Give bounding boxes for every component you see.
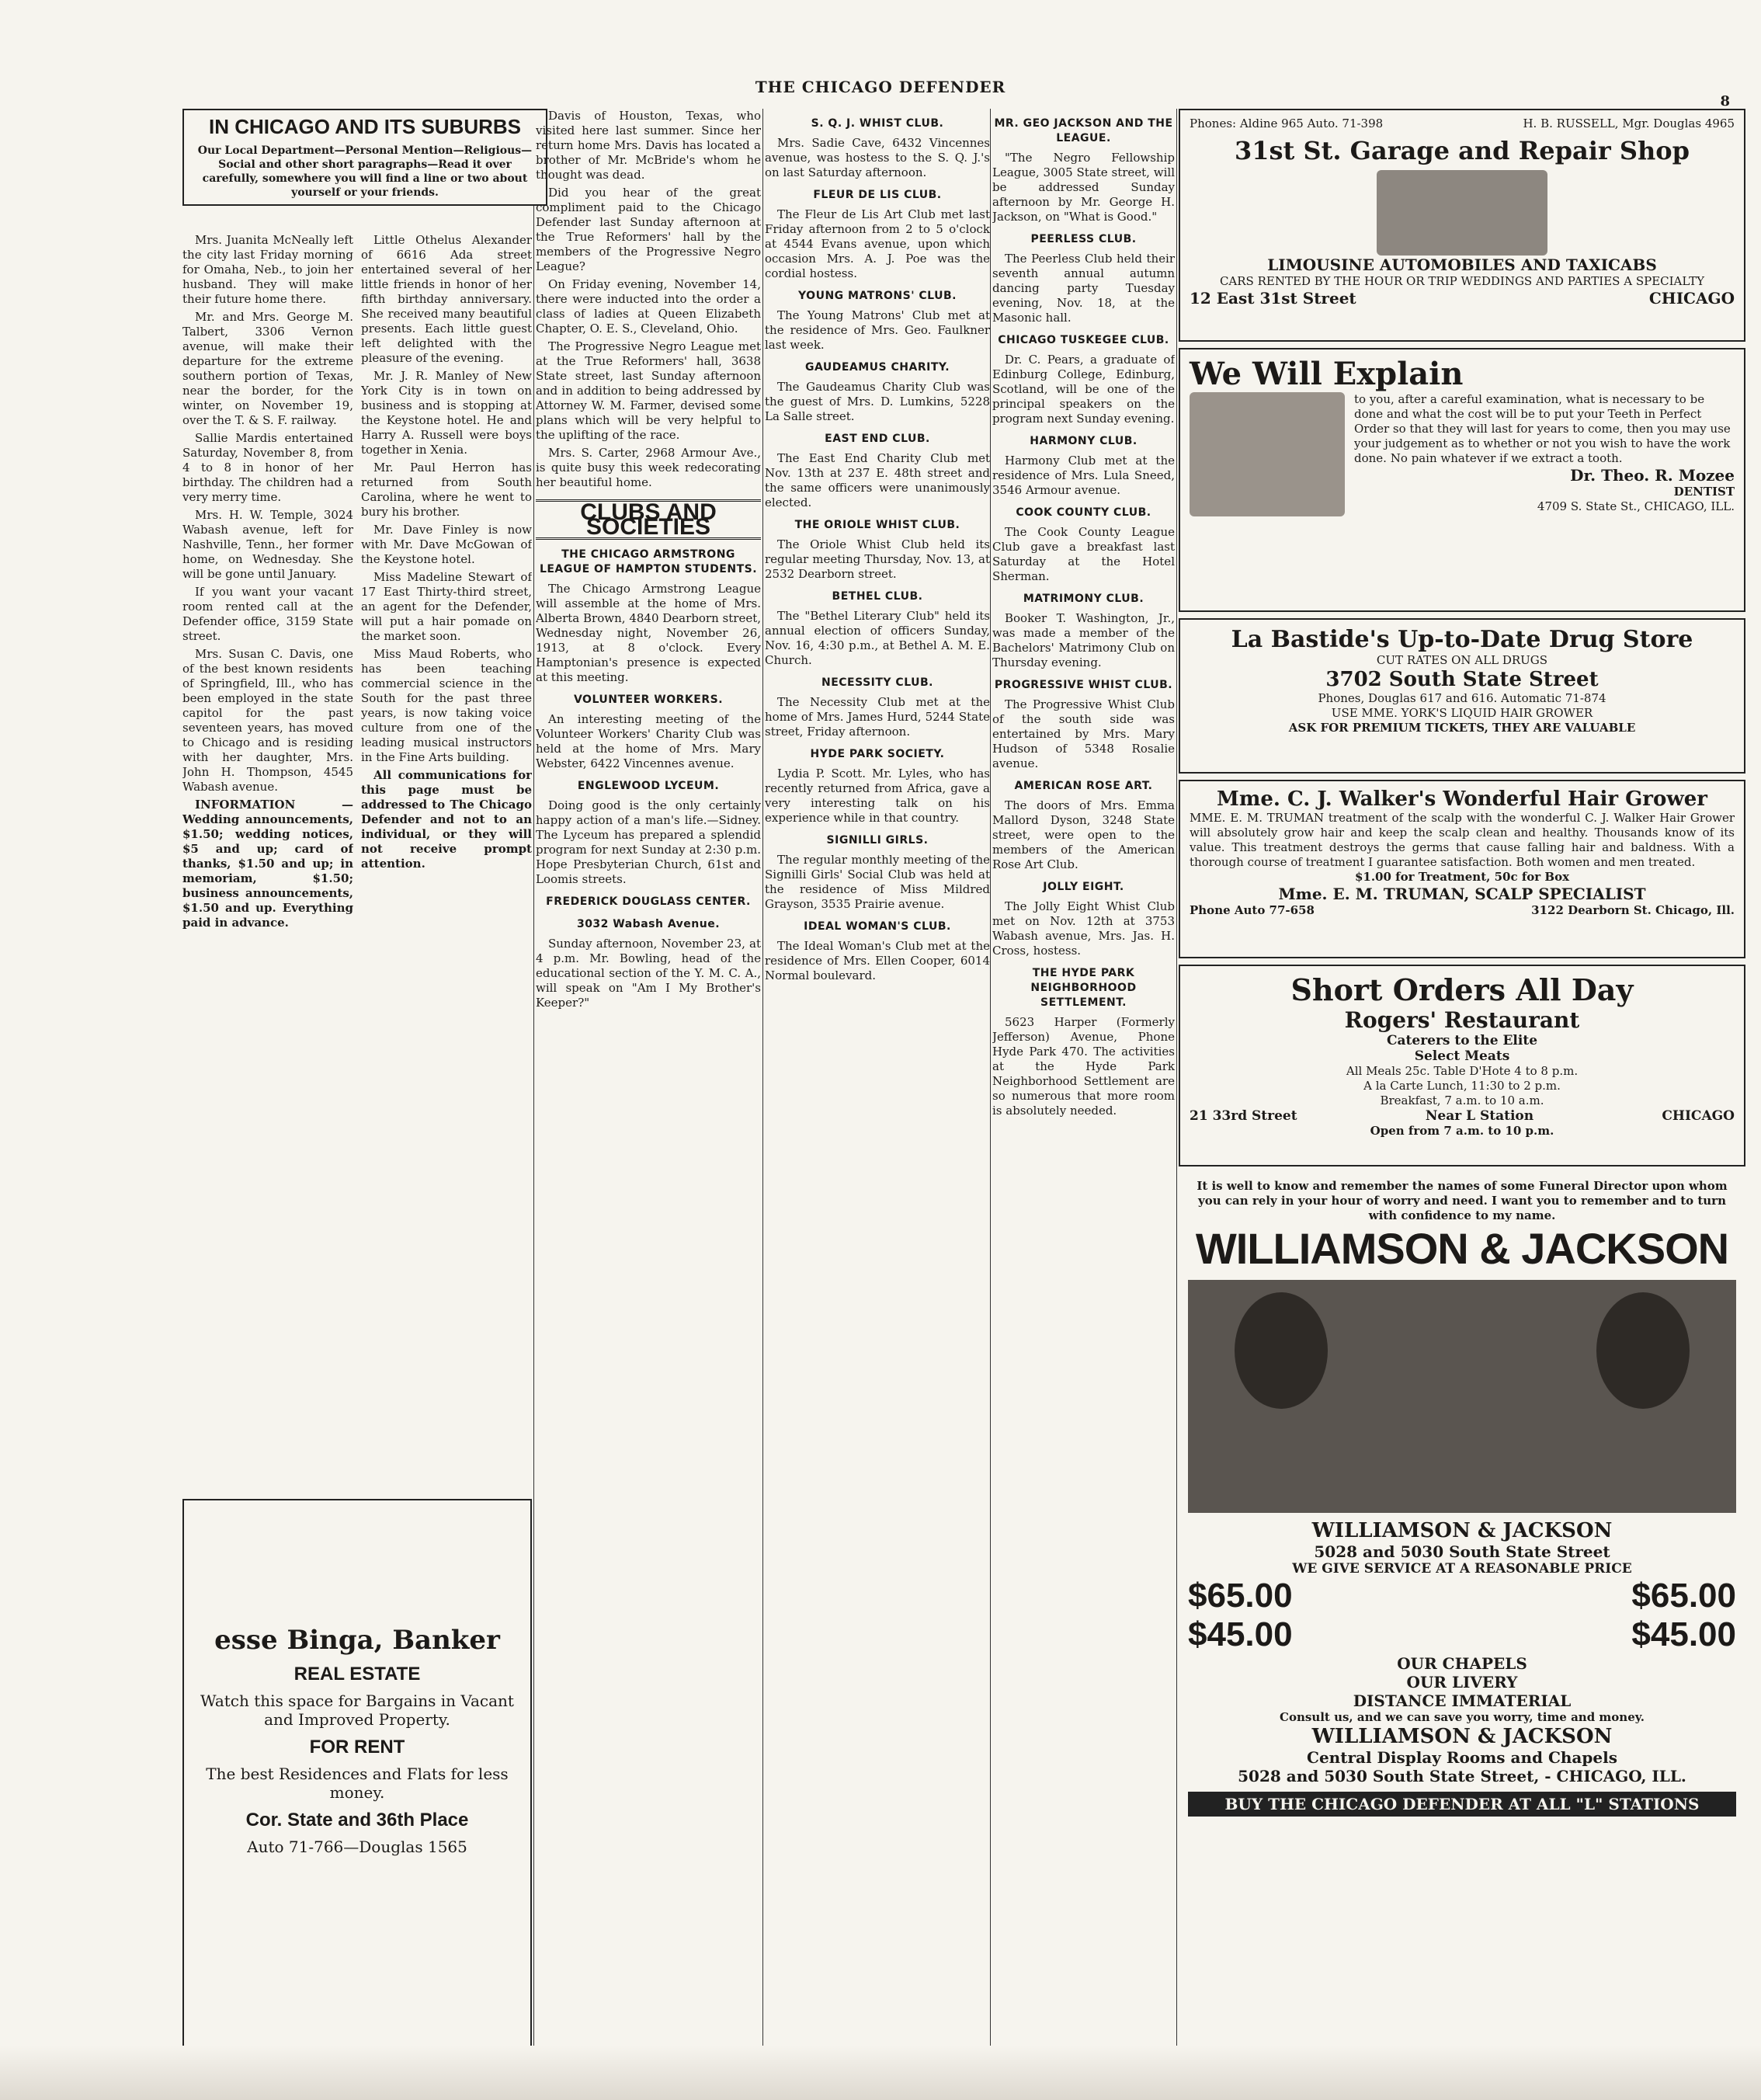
club-body: "The Negro Fellowship League, 3005 State street, will be addressed Sunday afternoon by Mr. George H. Jackson, on "What is Good." bbox=[992, 151, 1175, 224]
club-body: 5623 Harper (Formerly Jefferson) Avenue, Phone Hyde Park 470. The activities at the Hyde Park Neighborhood Settlement are so numerous that more room is absolutely needed. bbox=[992, 1015, 1175, 1118]
club-body: The regular monthly meeting of the Signilli Girls' Social Club was held at the residence of Miss Mildred Grayson, 3535 Prairie avenue. bbox=[765, 853, 990, 911]
section-body: An interesting meeting of the Volunteer Workers' Charity Club was held at the home of Mrs. Mary Webster, 6422 Vincennes avenue. bbox=[536, 712, 761, 770]
price-65-left: $65.00 bbox=[1188, 1577, 1293, 1615]
club-body: The Oriole Whist Club held its regular meeting Thursday, Nov. 13, at 2532 Dearborn street. bbox=[765, 537, 990, 581]
banker-name: esse Binga, Banker bbox=[214, 1625, 500, 1656]
garage-address: 12 East 31st Street bbox=[1190, 289, 1356, 308]
club-heading: HYDE PARK SOCIETY. bbox=[810, 748, 945, 760]
club-body: The Jolly Eight Whist Club met on Nov. 12th at 3753 Wabash avenue, Mrs. Jas. H. Cross, hostess. bbox=[992, 899, 1175, 958]
club-heading: YOUNG MATRONS' CLUB. bbox=[798, 290, 957, 302]
walker-address: 3122 Dearborn St. Chicago, Ill. bbox=[1531, 903, 1735, 917]
news-paragraph: Davis of Houston, Texas, who visited here last summer. Since her return home Mrs. Davis has located a brother of Mr. McBride's whom he thought was dead. bbox=[536, 109, 761, 182]
price-65-right: $65.00 bbox=[1631, 1577, 1736, 1615]
garage-city: CHICAGO bbox=[1648, 289, 1735, 308]
news-paragraph: Mr. Paul Herron has returned from South Carolina, where he went to bury his brother. bbox=[361, 461, 532, 519]
club-body: The Gaudeamus Charity Club was the guest of Mrs. D. Lumkins, 5228 La Salle street. bbox=[765, 380, 990, 423]
banker-real-estate: REAL ESTATE bbox=[294, 1664, 421, 1685]
local-subtitle: Our Local Department—Personal Mention—Religious—Social and other short paragraphs—Read it over carefully, somewhere you will find a line or two about yourself or your friends. bbox=[197, 144, 533, 199]
section-body: Sunday afternoon, November 23, at 4 p.m. Mr. Bowling, head of the educational section of the Y. M. C. A., will speak on "Am I My Brother's Keeper?" bbox=[536, 937, 761, 1010]
club-body: Harmony Club met at the residence of Mrs. Lula Sneed, 3546 Armour avenue. bbox=[992, 454, 1175, 497]
rogers-restaurant-ad bbox=[1179, 965, 1745, 1166]
williamson-jackson-ad bbox=[1179, 1173, 1745, 1980]
club-heading: SIGNILLI GIRLS. bbox=[826, 834, 929, 847]
club-heading: THE HYDE PARK NEIGHBORHOOD SETTLEMENT. bbox=[1030, 967, 1137, 1009]
walker-title: Mme. C. J. Walker's Wonderful Hair Grower bbox=[1217, 788, 1707, 811]
section-heading: FREDERICK DOUGLASS CENTER. bbox=[546, 895, 751, 908]
column-4 bbox=[992, 109, 1175, 2074]
price-45-left: $45.00 bbox=[1188, 1615, 1293, 1653]
banker-bargains: Watch this space for Bargains in Vacant and Improved Property. bbox=[200, 1691, 514, 1729]
binga-banker-ad bbox=[182, 1499, 532, 2066]
club-heading: AMERICAN ROSE ART. bbox=[1014, 780, 1153, 792]
funeral-title: WILLIAMSON & JACKSON bbox=[1195, 1224, 1729, 1273]
news-paragraph: Mrs. Susan C. Davis, one of the best known residents of Springfield, Ill., who has been employed in the state capitol for the past seventeen years, has moved to Chicago and is residing with her daughter, Mrs. John H. Thompson, 4545 Wabash avenue. bbox=[182, 647, 353, 794]
club-heading: PEERLESS CLUB. bbox=[1030, 233, 1137, 245]
drug-premium: ASK FOR PREMIUM TICKETS, THEY ARE VALUABLE bbox=[1288, 721, 1636, 735]
dentist-name: Dr. Theo. R. Mozee bbox=[1570, 466, 1735, 485]
rogers-caterers: Caterers to the Elite bbox=[1386, 1033, 1538, 1048]
club-heading: PROGRESSIVE WHIST CLUB. bbox=[994, 679, 1173, 691]
section-heading: ENGLEWOOD LYCEUM. bbox=[577, 780, 720, 792]
column-rule bbox=[1176, 109, 1177, 2074]
rogers-meals: All Meals 25c. Table D'Hote 4 to 8 p.m. bbox=[1346, 1064, 1579, 1078]
funeral-tagline: WE GIVE SERVICE AT A REASONABLE PRICE bbox=[1292, 1561, 1632, 1577]
dentist-role: DENTIST bbox=[1673, 485, 1735, 499]
page-edge bbox=[0, 2046, 1761, 2100]
ads-column bbox=[1179, 109, 1745, 2074]
banker-for-rent: FOR RENT bbox=[309, 1737, 405, 1758]
news-paragraph: Sallie Mardis entertained Saturday, November 8, from 4 to 8 in honor of her birthday. The children had a very merry time. bbox=[182, 431, 353, 504]
news-paragraph: If you want your vacant room rented call at the Defender office, 3159 State street. bbox=[182, 585, 353, 643]
column-rule bbox=[990, 109, 991, 2074]
club-heading: BETHEL CLUB. bbox=[832, 590, 923, 603]
club-heading: EAST END CLUB. bbox=[825, 433, 930, 445]
section-subheading: 3032 Wabash Avenue. bbox=[576, 918, 721, 930]
club-body: The Progressive Whist Club of the south side was entertained by Mrs. Mary Hudson of 5348 Rosalie avenue. bbox=[992, 697, 1175, 770]
section-heading: VOLUNTEER WORKERS. bbox=[573, 694, 724, 706]
club-body: The "Bethel Literary Club" held its annual election of officers Sunday, Nov. 16, 4:30 p.m., at Bethel A. M. E. Church. bbox=[765, 609, 990, 667]
information-notice: INFORMATION — Wedding announcements, $1.50; wedding notices, $5 and up; card of thanks, $1.50 and up; in memoriam, $1.50; business announcements, $1.50 and up. Everything paid in advance. bbox=[182, 798, 353, 930]
club-body: The Young Matrons' Club met at the residence of Mrs. Geo. Faulkner last week. bbox=[765, 308, 990, 352]
funeral-rooms: Central Display Rooms and Chapels bbox=[1307, 1748, 1617, 1767]
rogers-breakfast: Breakfast, 7 a.m. to 10 a.m. bbox=[1380, 1093, 1544, 1107]
walker-price: $1.00 for Treatment, 50c for Box bbox=[1354, 870, 1570, 884]
dentist-illustration bbox=[1190, 392, 1345, 516]
club-heading: MR. GEO JACKSON AND THE LEAGUE. bbox=[994, 117, 1173, 144]
drug-store-ad bbox=[1179, 618, 1745, 774]
club-body: Booker T. Washington, Jr., was made a member of the Bachelors' Matrimony Club on Thursday evening. bbox=[992, 611, 1175, 669]
rogers-meats: Select Meats bbox=[1414, 1048, 1510, 1064]
defender-stations-banner: BUY THE CHICAGO DEFENDER AT ALL "L" STATIONS bbox=[1188, 1792, 1736, 1817]
section-body: The Chicago Armstrong League will assemble at the home of Mrs. Alberta Brown, 4840 Dearborn street, Wednesday night, November 26, 1913, at 8 o'clock. Every Hamptonian's presence is expected at this meeting. bbox=[536, 582, 761, 684]
news-paragraph: On Friday evening, November 14, there were inducted into the order a class of ladies at Queen Elizabeth Chapter, O. E. S., Cleveland, Ohio. bbox=[536, 277, 761, 336]
news-paragraph: Did you hear of the great compliment paid to the Chicago Defender last Sunday afternoon at the True Reformers' hall by the members of the Progressive Negro League? bbox=[536, 186, 761, 273]
rogers-title: Short Orders All Day bbox=[1290, 972, 1634, 1007]
news-paragraph: Mr. J. R. Manley of New York City is in town on business and is stopping at the Keystone hotel. He and Harry A. Russell were boys together in Xenia. bbox=[361, 369, 532, 457]
club-body: The Fleur de Lis Art Club met last Friday afternoon from 2 to 5 o'clock at 4544 Evans avenue, upon which occasion Mrs. A. J. Poe was the cordial hostess. bbox=[765, 207, 990, 280]
banker-residences: The best Residences and Flats for less money. bbox=[206, 1764, 509, 1802]
club-heading: IDEAL WOMAN'S CLUB. bbox=[804, 920, 951, 933]
funeral-chapels: OUR CHAPELS bbox=[1397, 1654, 1527, 1673]
news-paragraph: Little Othelus Alexander of 6616 Ada street entertained several of her little friends in honor of her fifth birthday anniversary. She received many beautiful presents. Each little guest left delighted with the pleasure of the evening. bbox=[361, 233, 532, 365]
rogers-name: Rogers' Restaurant bbox=[1344, 1007, 1580, 1033]
news-paragraph: Mrs. S. Carter, 2968 Armour Ave., is quite busy this week redecorating her beautiful home. bbox=[536, 446, 761, 489]
page-number: 8 bbox=[1720, 93, 1730, 110]
section-body: Doing good is the only certainly happy action of a man's life.—Sidney. The Lyceum has prepared a splendid program for next Sunday at 2:30 p.m. Hope Presbyterian Church, 61st and Loomis streets. bbox=[536, 798, 761, 886]
local-column-right bbox=[361, 233, 532, 1491]
club-body: The Peerless Club held their seventh annual autumn dancing party Tuesday evening, Nov. 18, at the Masonic hall. bbox=[992, 252, 1175, 325]
section-heading: THE CHICAGO ARMSTRONG LEAGUE OF HAMPTON STUDENTS. bbox=[539, 548, 758, 575]
local-department-header bbox=[182, 109, 547, 206]
news-paragraph: Mrs. Juanita McNeally left the city last Friday morning for Omaha, Neb., to join her husband. They will make their future home there. bbox=[182, 233, 353, 306]
club-heading: GAUDEAMUS CHARITY. bbox=[804, 361, 950, 374]
drug-phones: Phones, Douglas 617 and 616. Automatic 71-874 bbox=[1318, 691, 1606, 705]
walker-body: MME. E. M. TRUMAN treatment of the scalp with the wonderful C. J. Walker Hair Grower will absolutely grow hair and keep the scalp clean and healthy. Thousands know of its value. This treatment destroys the germs that cause falling hair and baldness. With a thorough course of treatment I guarantee satisfaction. Both women and men treated. bbox=[1190, 811, 1735, 869]
dentist-address: 4709 S. State St., CHICAGO, ILL. bbox=[1537, 499, 1735, 513]
club-body: Dr. C. Pears, a graduate of Edinburg College, Edinburg, Scotland, will be one of the principal speakers on the program next Sunday evening. bbox=[992, 353, 1175, 426]
club-heading: S. Q. J. WHIST CLUB. bbox=[811, 117, 944, 130]
drug-title: La Bastide's Up-to-Date Drug Store bbox=[1231, 626, 1693, 653]
drug-address: 3702 South State Street bbox=[1325, 668, 1599, 691]
drug-hair-grower: USE MME. YORK'S LIQUID HAIR GROWER bbox=[1331, 706, 1593, 720]
club-body: The Cook County League Club gave a breakfast last Saturday at the Hotel Sherman. bbox=[992, 525, 1175, 583]
club-heading: FLEUR DE LIS CLUB. bbox=[813, 189, 942, 201]
funeral-consult: Consult us, and we can save you worry, time and money. bbox=[1280, 1710, 1645, 1724]
column-rule bbox=[533, 109, 534, 2074]
automobile-image bbox=[1377, 170, 1547, 256]
club-heading: MATRIMONY CLUB. bbox=[1023, 593, 1144, 605]
club-heading: THE ORIOLE WHIST CLUB. bbox=[794, 519, 960, 531]
funeral-address: 5028 and 5030 South State Street bbox=[1314, 1542, 1610, 1561]
garage-title: 31st St. Garage and Repair Shop bbox=[1235, 136, 1690, 165]
funeral-address-2: 5028 and 5030 South State Street, - CHICAGO, ILL. bbox=[1238, 1767, 1686, 1785]
communications-notice: All communications for this page must be addressed to The Chicago Defender and not to an individual, or they will not receive prompt attention. bbox=[361, 768, 532, 871]
news-paragraph: Mr. Dave Finley is now with Mr. Dave McGowan of the Keystone hotel. bbox=[361, 523, 532, 566]
rogers-city: CHICAGO bbox=[1662, 1108, 1735, 1124]
masthead: THE CHICAGO DEFENDER bbox=[755, 78, 1006, 96]
club-body: Lydia P. Scott. Mr. Lyles, who has recently returned from Africa, gave a very interesting talk on his experience while in that country. bbox=[765, 767, 990, 825]
garage-ad bbox=[1179, 109, 1745, 342]
club-heading: NECESSITY CLUB. bbox=[821, 676, 933, 689]
funeral-distance: DISTANCE IMMATERIAL bbox=[1353, 1691, 1572, 1710]
dentist-title: We Will Explain bbox=[1190, 356, 1464, 392]
clubs-and-societies-heading: CLUBS AND SOCIETIES bbox=[536, 499, 761, 540]
local-title: IN CHICAGO AND ITS SUBURBS bbox=[208, 115, 522, 138]
garage-rental: CARS RENTED BY THE HOUR OR TRIP WEDDINGS AND PARTIES A SPECIALTY bbox=[1219, 274, 1705, 288]
rogers-near: Near L Station bbox=[1425, 1108, 1534, 1124]
club-heading: CHICAGO TUSKEGEE CLUB. bbox=[998, 334, 1169, 346]
club-heading: JOLLY EIGHT. bbox=[1043, 881, 1124, 893]
column-3 bbox=[765, 109, 990, 2074]
portrait-photo bbox=[1596, 1292, 1690, 1409]
local-column-left bbox=[182, 233, 353, 1491]
news-paragraph: The Progressive Negro League met at the True Reformers' hall, 3638 State street, last Sunday afternoon and in addition to being addressed by Attorney W. M. Farmer, devised some plans which will be very helpful to the uplifting of the race. bbox=[536, 339, 761, 442]
dentist-ad bbox=[1179, 348, 1745, 612]
rogers-address: 21 33rd Street bbox=[1190, 1108, 1297, 1124]
dentist-body: to you, after a careful examination, what is necessary to be done and what the cost will be to put your Teeth in Perfect Order so that they will last for years to come, then you may use your judgement as to whether or not you wish to have the work done. No pain whatever if we extract a tooth. bbox=[1354, 392, 1731, 465]
funeral-home-photo bbox=[1188, 1280, 1736, 1513]
garage-phones: Phones: Aldine 965 Auto. 71-398 bbox=[1190, 116, 1384, 130]
rogers-carte: A la Carte Lunch, 11:30 to 2 p.m. bbox=[1363, 1079, 1561, 1093]
club-body: The East End Charity Club met Nov. 13th at 237 E. 48th street and the same officers were unanimously elected. bbox=[765, 451, 990, 509]
walker-phone: Phone Auto 77-658 bbox=[1190, 903, 1315, 917]
garage-manager: H. B. RUSSELL, Mgr. Douglas 4965 bbox=[1523, 116, 1735, 130]
rogers-hours: Open from 7 a.m. to 10 p.m. bbox=[1370, 1124, 1554, 1138]
funeral-intro: It is well to know and remember the names of some Funeral Director upon whom you can rely in your hour of worry and need. I want you to remember and to turn with confidence to my name. bbox=[1197, 1179, 1728, 1222]
walker-name: Mme. E. M. TRUMAN, SCALP SPECIALIST bbox=[1278, 885, 1646, 903]
club-heading: COOK COUNTY CLUB. bbox=[1016, 506, 1151, 519]
club-body: Mrs. Sadie Cave, 6432 Vincennes avenue, was hostess to the S. Q. J.'s on last Saturday afternoon. bbox=[765, 136, 990, 179]
funeral-name-3: WILLIAMSON & JACKSON bbox=[1311, 1725, 1613, 1748]
club-body: The doors of Mrs. Emma Mallord Dyson, 3248 State street, were open to the members of the American Rose Art Club. bbox=[992, 798, 1175, 871]
news-paragraph: Mrs. H. W. Temple, 3024 Wabash avenue, left for Nashville, Tenn., her former home, on Wednesday. She will be gone until January. bbox=[182, 508, 353, 581]
club-body: The Necessity Club met at the home of Mrs. James Hurd, 5244 State street, Friday afternoon. bbox=[765, 695, 990, 739]
funeral-livery: OUR LIVERY bbox=[1406, 1673, 1518, 1691]
price-45-right: $45.00 bbox=[1631, 1615, 1736, 1653]
news-paragraph: Mr. and Mrs. George M. Talbert, 3306 Vernon avenue, will make their departure for the extreme southern portion of Texas, near the border, for the winter, on November 19, over the T. & S. F. railway. bbox=[182, 310, 353, 427]
column-rule bbox=[762, 109, 763, 2074]
club-heading: HARMONY CLUB. bbox=[1030, 435, 1138, 447]
banker-address: Cor. State and 36th Place bbox=[245, 1810, 469, 1831]
club-body: The Ideal Woman's Club met at the residence of Mrs. Ellen Cooper, 6014 Normal boulevard. bbox=[765, 939, 990, 982]
garage-limousine: LIMOUSINE AUTOMOBILES AND TAXICABS bbox=[1267, 256, 1657, 274]
funeral-name-2: WILLIAMSON & JACKSON bbox=[1311, 1519, 1613, 1542]
news-paragraph: Miss Maud Roberts, who has been teaching commercial science in the South for the past three years, is now taking voice culture from one of the leading musical instructors in the Fine Arts building. bbox=[361, 647, 532, 764]
column-2 bbox=[536, 109, 761, 2074]
walker-hair-ad bbox=[1179, 780, 1745, 958]
portrait-photo bbox=[1235, 1292, 1328, 1409]
news-paragraph: Miss Madeline Stewart of 17 East Thirty-third street, an agent for the Defender, will put a hair pomade on the market soon. bbox=[361, 570, 532, 643]
drug-cut-rates: CUT RATES ON ALL DRUGS bbox=[1376, 653, 1548, 667]
banker-phone: Auto 71-766—Douglas 1565 bbox=[247, 1838, 467, 1856]
